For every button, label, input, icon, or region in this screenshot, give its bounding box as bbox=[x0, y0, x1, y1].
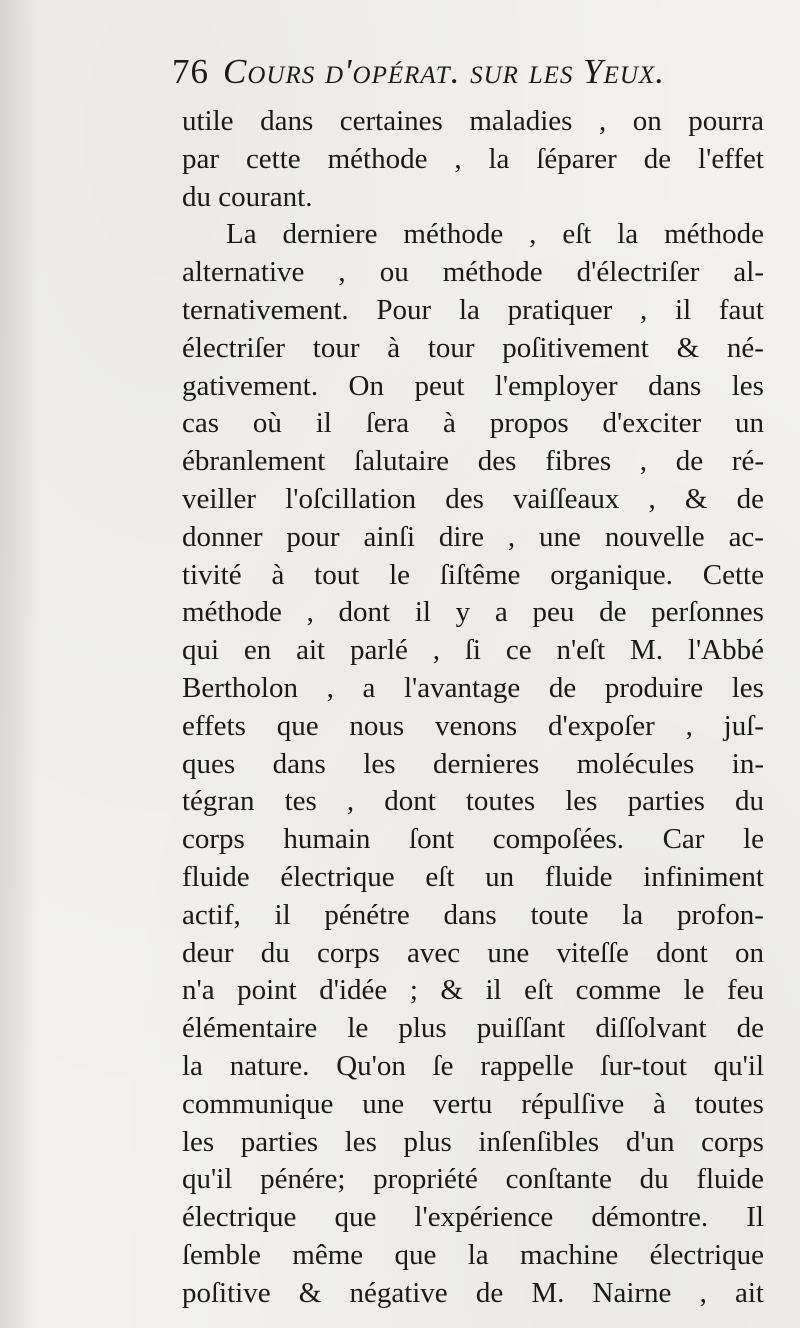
word: à bbox=[271, 558, 285, 591]
word: par bbox=[182, 142, 220, 175]
word: des bbox=[445, 482, 484, 515]
word: ſont bbox=[409, 823, 455, 856]
word: peu bbox=[532, 596, 575, 629]
word: dont bbox=[384, 785, 436, 818]
word: actif, bbox=[182, 898, 241, 931]
running-head bbox=[172, 52, 772, 100]
word: ſéparer bbox=[536, 142, 617, 175]
word: eſt bbox=[425, 860, 455, 893]
word: Qu'on bbox=[336, 1049, 406, 1082]
word: d'électriſer bbox=[576, 256, 700, 289]
word: démontre. bbox=[591, 1201, 709, 1234]
word: al- bbox=[733, 256, 764, 289]
word: ternativement. bbox=[182, 293, 349, 326]
word: il bbox=[315, 407, 332, 440]
word: & bbox=[684, 482, 708, 515]
word: la bbox=[182, 1049, 203, 1082]
word: la bbox=[617, 218, 639, 251]
text-line bbox=[182, 1161, 764, 1199]
word: rappelle bbox=[480, 1049, 574, 1082]
word: vertu bbox=[432, 1087, 493, 1120]
word: du bbox=[260, 936, 290, 969]
word: électrique bbox=[649, 1238, 764, 1271]
word: d'expoſer bbox=[548, 709, 655, 742]
text-line bbox=[182, 935, 764, 973]
text-line bbox=[182, 557, 764, 595]
word: tour bbox=[312, 331, 360, 364]
word: dernieres bbox=[432, 747, 540, 780]
word: Nairne bbox=[592, 1276, 672, 1309]
word: une bbox=[539, 520, 581, 553]
word: que bbox=[276, 709, 319, 742]
word: méthode bbox=[664, 218, 764, 251]
word: ſemble bbox=[182, 1238, 261, 1271]
word: M. bbox=[531, 1276, 565, 1309]
word: inſenſibles bbox=[478, 1125, 600, 1158]
word: dans bbox=[648, 369, 702, 402]
word: Car bbox=[662, 823, 705, 856]
word: ce bbox=[505, 634, 532, 667]
word: humain bbox=[283, 823, 371, 856]
word: de bbox=[736, 482, 764, 515]
text-line bbox=[182, 670, 764, 708]
word: méthode bbox=[442, 256, 543, 289]
word: l'effet bbox=[698, 142, 764, 175]
word: vaiſſeaux bbox=[513, 482, 620, 515]
word: les bbox=[344, 1125, 377, 1158]
text-line bbox=[182, 1124, 764, 1162]
text-line bbox=[182, 216, 764, 254]
word: ré- bbox=[731, 445, 764, 478]
word: cette bbox=[245, 142, 301, 175]
word: que bbox=[334, 1201, 377, 1234]
word: parties bbox=[627, 785, 705, 818]
word: donner bbox=[182, 520, 263, 553]
word: de bbox=[475, 1276, 504, 1309]
word: il bbox=[675, 293, 692, 326]
word: veiller bbox=[182, 482, 257, 515]
word: qu'il bbox=[713, 1049, 764, 1082]
text-line bbox=[182, 708, 764, 746]
word: une bbox=[487, 936, 530, 969]
word: produire bbox=[604, 671, 704, 704]
text-line bbox=[182, 330, 764, 368]
text-line bbox=[182, 1048, 764, 1086]
word: pourra bbox=[688, 105, 764, 137]
text-line bbox=[182, 594, 764, 632]
word: pour bbox=[286, 520, 340, 553]
word: que bbox=[394, 1238, 437, 1271]
word: ; bbox=[409, 974, 418, 1007]
word: corps bbox=[316, 936, 380, 969]
word: dont bbox=[338, 596, 391, 629]
word: pénére; bbox=[260, 1163, 346, 1196]
text-line bbox=[182, 103, 764, 141]
word: pratiquer bbox=[507, 293, 613, 326]
word: qu'il bbox=[182, 1163, 233, 1196]
text-line bbox=[182, 897, 764, 935]
word: , bbox=[648, 482, 656, 515]
word: de bbox=[675, 445, 704, 478]
word: électrique bbox=[182, 1201, 297, 1234]
word: alternative bbox=[182, 256, 305, 289]
word: négative bbox=[349, 1276, 448, 1309]
word: ſiſtême bbox=[439, 558, 521, 591]
word: utile bbox=[182, 105, 234, 137]
word: , bbox=[685, 709, 693, 742]
word: & bbox=[298, 1276, 322, 1309]
word: conſtante bbox=[505, 1163, 612, 1196]
word: ébranlement bbox=[182, 445, 326, 478]
word: même bbox=[292, 1238, 364, 1271]
text-line bbox=[182, 1086, 764, 1124]
word: dans bbox=[443, 898, 497, 931]
text-line bbox=[182, 405, 764, 443]
word: , bbox=[699, 1276, 707, 1309]
text-line bbox=[182, 632, 764, 670]
word: en bbox=[243, 634, 272, 667]
text-line bbox=[182, 254, 764, 292]
word: ait bbox=[734, 1276, 764, 1309]
text-line: du courant. bbox=[182, 180, 313, 213]
word: corps bbox=[182, 823, 245, 856]
word: les bbox=[731, 369, 764, 402]
word: M. bbox=[630, 634, 664, 667]
word: à bbox=[653, 1087, 666, 1120]
word: machine bbox=[520, 1238, 619, 1271]
word: dont bbox=[656, 936, 708, 969]
word: point bbox=[237, 974, 297, 1007]
word: fluide bbox=[696, 1163, 764, 1196]
text-line bbox=[182, 746, 764, 784]
word: un bbox=[485, 860, 515, 893]
word: nature. bbox=[229, 1049, 310, 1082]
word: , bbox=[598, 105, 607, 137]
word: méthode bbox=[182, 596, 282, 629]
word: élémentaire bbox=[182, 1012, 318, 1045]
word: infiniment bbox=[643, 860, 764, 893]
text-line bbox=[182, 859, 764, 897]
word: toute bbox=[530, 898, 589, 931]
word: Cette bbox=[702, 558, 764, 591]
word: l'expérience bbox=[414, 1201, 554, 1234]
word: a bbox=[494, 596, 508, 629]
word: eſt bbox=[524, 974, 554, 1007]
text-line bbox=[182, 443, 764, 481]
word: juſ- bbox=[723, 709, 764, 742]
word: la bbox=[458, 293, 480, 326]
word: ainſi bbox=[363, 520, 416, 553]
word: tégran bbox=[182, 785, 255, 818]
word: gativement. bbox=[182, 369, 319, 402]
word: électrique bbox=[280, 860, 395, 893]
word: cas bbox=[182, 407, 220, 440]
word: Bertholon bbox=[182, 671, 298, 704]
word: & bbox=[440, 974, 463, 1007]
word: La bbox=[226, 218, 257, 251]
word: nouvelle bbox=[604, 520, 705, 553]
word: des bbox=[477, 445, 517, 478]
word: & bbox=[676, 331, 700, 364]
text-line bbox=[182, 1199, 764, 1237]
word: de bbox=[548, 671, 577, 704]
word: profon- bbox=[676, 898, 764, 931]
word: avec bbox=[407, 936, 461, 969]
word: maladies bbox=[469, 105, 573, 137]
word: les bbox=[731, 671, 764, 704]
word: parlé bbox=[349, 634, 408, 667]
word: tivité bbox=[182, 558, 242, 591]
text-line bbox=[182, 481, 764, 519]
word: de bbox=[599, 596, 627, 629]
word: , bbox=[432, 634, 441, 667]
word: à bbox=[387, 331, 401, 364]
word: les bbox=[363, 747, 396, 780]
word: y bbox=[455, 596, 471, 629]
word: l'Abbé bbox=[687, 634, 764, 667]
word: tes bbox=[284, 785, 317, 818]
word: , bbox=[640, 293, 648, 326]
word: d'un bbox=[625, 1125, 675, 1158]
word: , bbox=[507, 520, 516, 553]
word: dans bbox=[260, 105, 314, 137]
word: viteſſe bbox=[556, 936, 629, 969]
word: il bbox=[414, 596, 431, 629]
text-line bbox=[182, 783, 764, 821]
word: d'idée bbox=[319, 974, 388, 1007]
page-number: 76 bbox=[172, 52, 209, 91]
word: poſitive bbox=[182, 1276, 271, 1309]
word: de bbox=[643, 142, 672, 175]
word: effets bbox=[182, 709, 246, 742]
word: méthode bbox=[327, 142, 428, 175]
word: ait bbox=[296, 634, 326, 667]
word: On bbox=[348, 369, 384, 402]
word: ſi bbox=[464, 634, 481, 667]
word: , bbox=[326, 671, 334, 704]
word: molécules bbox=[576, 747, 695, 780]
word: on bbox=[734, 936, 764, 969]
text-line bbox=[182, 821, 764, 859]
word: parties bbox=[240, 1125, 319, 1158]
word: communique bbox=[182, 1087, 334, 1120]
word: l'oſcillation bbox=[285, 482, 417, 515]
word: dire bbox=[438, 520, 485, 553]
word: fibres bbox=[545, 445, 612, 478]
text-line bbox=[182, 1237, 764, 1275]
word: faut bbox=[718, 293, 764, 326]
word: a bbox=[362, 671, 376, 704]
word: de bbox=[736, 1012, 764, 1045]
word: n'eſt bbox=[556, 634, 606, 667]
word: la bbox=[622, 898, 644, 931]
word: corps bbox=[701, 1125, 764, 1158]
word: d'exciter bbox=[602, 407, 702, 440]
word: derniere bbox=[282, 218, 378, 251]
word: où bbox=[252, 407, 282, 440]
word: certaines bbox=[339, 105, 443, 137]
word: qui bbox=[182, 634, 220, 667]
text-line bbox=[182, 1275, 764, 1313]
text-line bbox=[182, 519, 764, 557]
word: poſitivement bbox=[502, 331, 649, 364]
text-line bbox=[182, 972, 764, 1010]
text-line bbox=[182, 292, 764, 330]
word: ac- bbox=[728, 520, 764, 553]
word: fluide bbox=[182, 860, 250, 893]
gutter-shadow bbox=[0, 0, 40, 1328]
word: n'a bbox=[182, 974, 215, 1007]
word: né- bbox=[726, 331, 764, 364]
word: le bbox=[683, 974, 705, 1007]
word: Pour bbox=[376, 293, 432, 326]
word: , bbox=[346, 785, 355, 818]
word: le bbox=[389, 558, 411, 591]
word: , bbox=[306, 596, 314, 629]
word: plus bbox=[398, 1012, 447, 1045]
word: électriſer bbox=[182, 331, 286, 364]
word: , bbox=[529, 218, 537, 251]
word: propos bbox=[489, 407, 569, 440]
word: venons bbox=[435, 709, 518, 742]
word: ſalutaire bbox=[354, 445, 450, 478]
word: in- bbox=[731, 747, 764, 780]
word: ſera bbox=[365, 407, 410, 440]
word: toutes bbox=[465, 785, 536, 818]
word: eſt bbox=[562, 218, 592, 251]
word: le bbox=[743, 823, 764, 856]
word: puiſſant bbox=[476, 1012, 566, 1045]
word: un bbox=[734, 407, 764, 440]
word: plus bbox=[403, 1125, 452, 1158]
running-title: Cours d'opérat. sur les Yeux. bbox=[223, 52, 665, 91]
word: organique. bbox=[550, 558, 673, 591]
word: peut bbox=[414, 369, 465, 402]
word: tour bbox=[427, 331, 475, 364]
word: le bbox=[347, 1012, 369, 1045]
word: du bbox=[639, 1163, 669, 1196]
text-line bbox=[182, 1010, 764, 1048]
word: du bbox=[734, 785, 764, 818]
word: ou bbox=[379, 256, 409, 289]
word: les bbox=[182, 1125, 215, 1158]
word: propriété bbox=[373, 1163, 478, 1196]
word: ſe bbox=[432, 1049, 454, 1082]
word: l'avantage bbox=[403, 671, 521, 704]
word: feu bbox=[726, 974, 764, 1007]
word: Il bbox=[746, 1201, 764, 1234]
word: , bbox=[454, 142, 462, 175]
word: les bbox=[565, 785, 598, 818]
word: une bbox=[362, 1087, 405, 1120]
text-line bbox=[182, 368, 764, 406]
word: il bbox=[485, 974, 502, 1007]
word: comme bbox=[575, 974, 661, 1007]
word: pénétre bbox=[324, 898, 410, 931]
word: l'employer bbox=[494, 369, 618, 402]
word: ſur-tout bbox=[600, 1049, 687, 1082]
word: fluide bbox=[544, 860, 613, 893]
word: perſonnes bbox=[651, 596, 764, 629]
word: diſſolvant bbox=[595, 1012, 707, 1045]
word: dans bbox=[272, 747, 326, 780]
word: toutes bbox=[694, 1087, 764, 1120]
word: il bbox=[274, 898, 291, 931]
word: répulſive bbox=[521, 1087, 625, 1120]
body-text bbox=[182, 103, 764, 1313]
word: à bbox=[443, 407, 456, 440]
word: méthode bbox=[403, 218, 504, 251]
word: la bbox=[488, 142, 510, 175]
word: tout bbox=[314, 558, 360, 591]
word: deur bbox=[182, 936, 234, 969]
word: , bbox=[338, 256, 346, 289]
text-line bbox=[182, 141, 764, 179]
word: la bbox=[467, 1238, 489, 1271]
word: on bbox=[632, 105, 662, 137]
word: , bbox=[639, 445, 648, 478]
word: nous bbox=[349, 709, 405, 742]
word: compoſées. bbox=[492, 823, 624, 856]
word: ques bbox=[182, 747, 236, 780]
